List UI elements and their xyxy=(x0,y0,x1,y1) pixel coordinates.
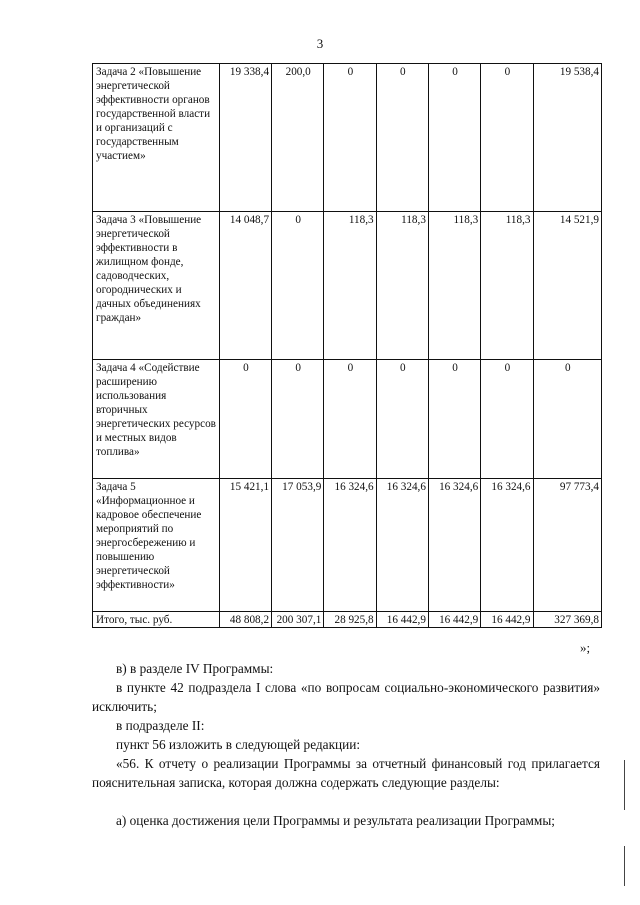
table-row xyxy=(93,212,602,360)
total-value-cell: 200 307,1 xyxy=(272,612,324,628)
value-cell: 0 xyxy=(272,360,324,479)
paragraph-subsection-ii: в подразделе II: xyxy=(116,718,205,733)
value-cell: 118,3 xyxy=(428,212,480,360)
paragraph-point-56-intro: пункт 56 изложить в следующей редакции: xyxy=(116,737,361,752)
value-cell: 0 xyxy=(428,360,480,479)
paragraph-item-a: а) оценка достижения цели Программы и результата реализации Программы; xyxy=(116,813,555,828)
value-cell: 97 773,4 xyxy=(533,479,601,612)
value-cell: 15 421,1 xyxy=(219,479,271,612)
value-cell: 0 xyxy=(481,64,533,212)
table-row xyxy=(93,479,602,612)
task-cell: Задача 2 «Повышение энергетической эффективности органов государственной власти и организаций с государственным участием» xyxy=(93,64,220,212)
total-value-cell: 16 442,9 xyxy=(376,612,428,628)
paragraph-point-42: в пункте 42 подраздела I слова «по вопросам социально-экономического развития» исключить; xyxy=(92,680,600,714)
closing-quote-mark: »; xyxy=(580,640,591,655)
value-cell: 0 xyxy=(324,64,376,212)
table-row xyxy=(93,360,602,479)
value-cell: 0 xyxy=(272,212,324,360)
value-cell: 0 xyxy=(376,64,428,212)
value-cell: 118,3 xyxy=(376,212,428,360)
total-value-cell: 28 925,8 xyxy=(324,612,376,628)
value-cell: 16 324,6 xyxy=(376,479,428,612)
total-value-cell: 327 369,8 xyxy=(533,612,601,628)
value-cell: 19 538,4 xyxy=(533,64,601,212)
value-cell: 200,0 xyxy=(272,64,324,212)
value-cell: 16 324,6 xyxy=(324,479,376,612)
page-number: 3 xyxy=(316,36,324,51)
value-cell: 118,3 xyxy=(481,212,533,360)
total-value-cell: 48 808,2 xyxy=(219,612,271,628)
paragraph-point-56: «56. К отчету о реализации Программы за отчетный финансовый год прилагается пояснительная записка, которая должна содержать следующие разделы: xyxy=(92,756,600,790)
value-cell: 0 xyxy=(428,64,480,212)
value-cell: 0 xyxy=(219,360,271,479)
task-cell: Задача 4 «Содействие расширению использования вторичных энергетических ресурсов и местных видов топлива» xyxy=(93,360,220,479)
total-row xyxy=(93,612,602,628)
value-cell: 16 324,6 xyxy=(481,479,533,612)
task-cell: Задача 3 «Повышение энергетической эффективности в жилищном фонде, садоводческих, огороднических и дачных объединениях граждан» xyxy=(93,212,220,360)
total-label: Итого, тыс. руб. xyxy=(93,612,220,628)
funding-table xyxy=(92,63,602,628)
value-cell: 0 xyxy=(376,360,428,479)
value-cell: 0 xyxy=(324,360,376,479)
value-cell: 14 048,7 xyxy=(219,212,271,360)
paragraph-section-iv: в) в разделе IV Программы: xyxy=(116,661,274,676)
total-value-cell: 16 442,9 xyxy=(428,612,480,628)
value-cell: 0 xyxy=(533,360,601,479)
value-cell: 19 338,4 xyxy=(219,64,271,212)
scan-margin-mark xyxy=(624,760,625,810)
value-cell: 14 521,9 xyxy=(533,212,601,360)
value-cell: 17 053,9 xyxy=(272,479,324,612)
value-cell: 118,3 xyxy=(324,212,376,360)
table-row xyxy=(93,64,602,212)
scan-margin-mark xyxy=(624,846,625,886)
value-cell: 0 xyxy=(481,360,533,479)
value-cell: 16 324,6 xyxy=(428,479,480,612)
task-cell: Задача 5 «Информационное и кадровое обеспечение мероприятий по энергосбережению и повышению энергетической эффективности» xyxy=(93,479,220,612)
total-value-cell: 16 442,9 xyxy=(481,612,533,628)
